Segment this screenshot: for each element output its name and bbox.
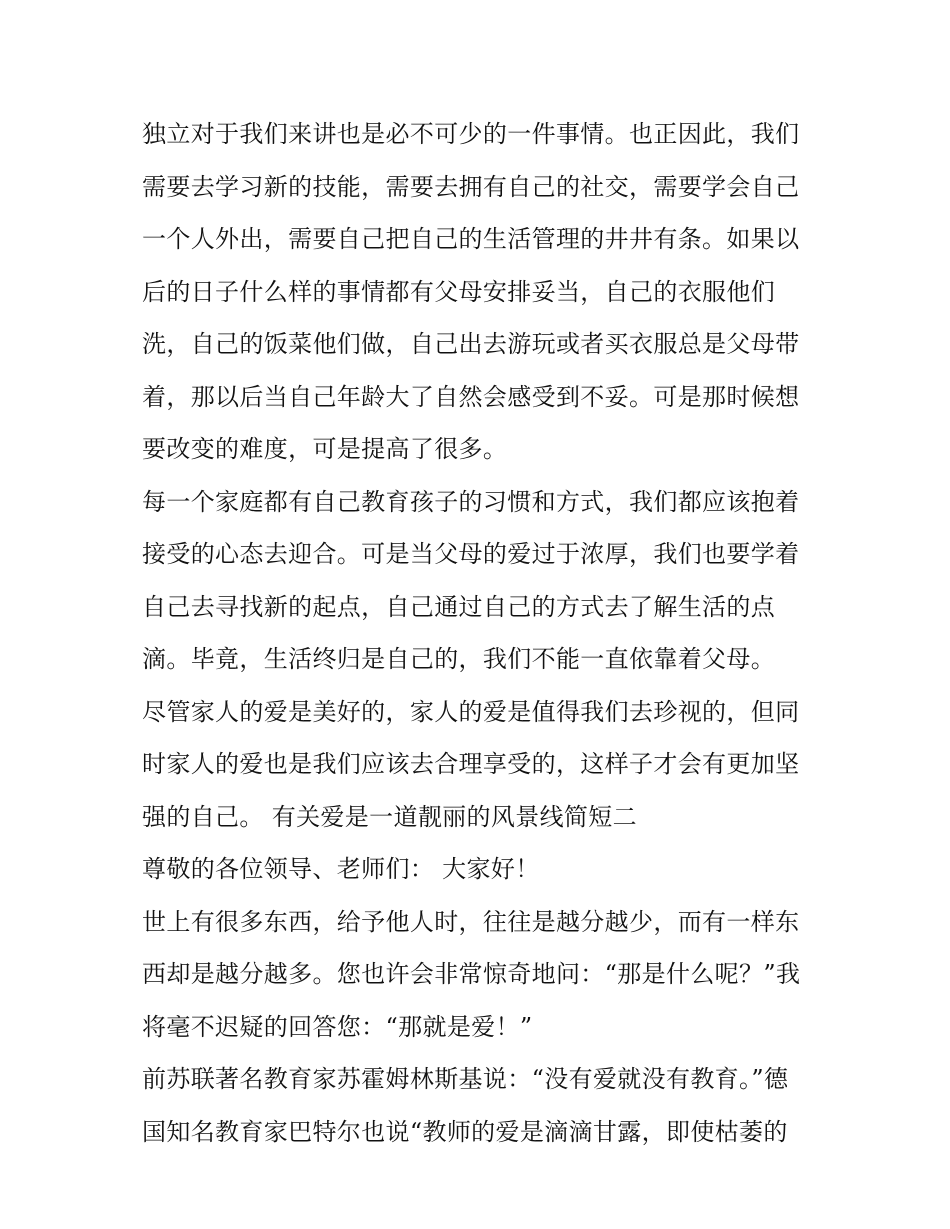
text-line-19: 前苏联著名教育家苏霍姆林斯基说：“没有爱就没有教育。”德 (142, 1065, 789, 1093)
text-line-18: 将毫不迟疑的回答您：“那就是爱！” (142, 1012, 533, 1041)
text-line-7: 要改变的难度，可是提高了很多。 (142, 435, 508, 463)
text-line-1: 独立对于我们来讲也是必不可少的一件事情。也正因此，我们 (142, 120, 800, 148)
text-line-3: 一个人外出，需要自己把自己的生活管理的井井有条。如果以 (142, 225, 800, 253)
text-line-13: 时家人的爱也是我们应该去合理享受的，这样子才会有更加坚 (142, 750, 800, 778)
document-body (142, 108, 822, 1158)
text-line-8: 每一个家庭都有自己教育孩子的习惯和方式，我们都应该抱着 (142, 487, 800, 516)
text-line-9: 接受的心态去迎合。可是当父母的爱过于浓厚，我们也要学着 (142, 540, 800, 568)
text-line-15: 尊敬的各位领导、老师们： 大家好！ (142, 855, 540, 883)
text-line-4: 后的日子什么样的事情都有父母安排妥当，自己的衣服他们 (142, 277, 776, 306)
text-line-14: 强的自己。 有关爱是一道靓丽的风景线简短二 (142, 802, 637, 831)
text-line-16: 世上有很多东西，给予他人时，往往是越分越少，而有一样东 (142, 907, 800, 936)
text-line-6: 着，那以后当自己年龄大了自然会感受到不妥。可是那时候想 (142, 382, 800, 411)
text-line-11: 滴。毕竟，生活终归是自己的，我们不能一直依靠着父母。 (142, 645, 776, 673)
text-line-5: 洗，自己的饭菜他们做，自己出去游玩或者买衣服总是父母带 (142, 330, 800, 358)
text-line-20: 国知名教育家巴特尔也说“教师的爱是滴滴甘露，即使枯萎的 (142, 1117, 788, 1146)
text-line-10: 自己去寻找新的起点，自己通过自己的方式去了解生活的点 (142, 592, 776, 621)
text-line-12: 尽管家人的爱是美好的，家人的爱是值得我们去珍视的，但同 (142, 697, 800, 726)
text-line-2: 需要去学习新的技能，需要去拥有自己的社交，需要学会自己 (142, 172, 800, 201)
text-line-17: 西却是越分越多。您也许会非常惊奇地问：“那是什么呢？”我 (142, 960, 801, 988)
